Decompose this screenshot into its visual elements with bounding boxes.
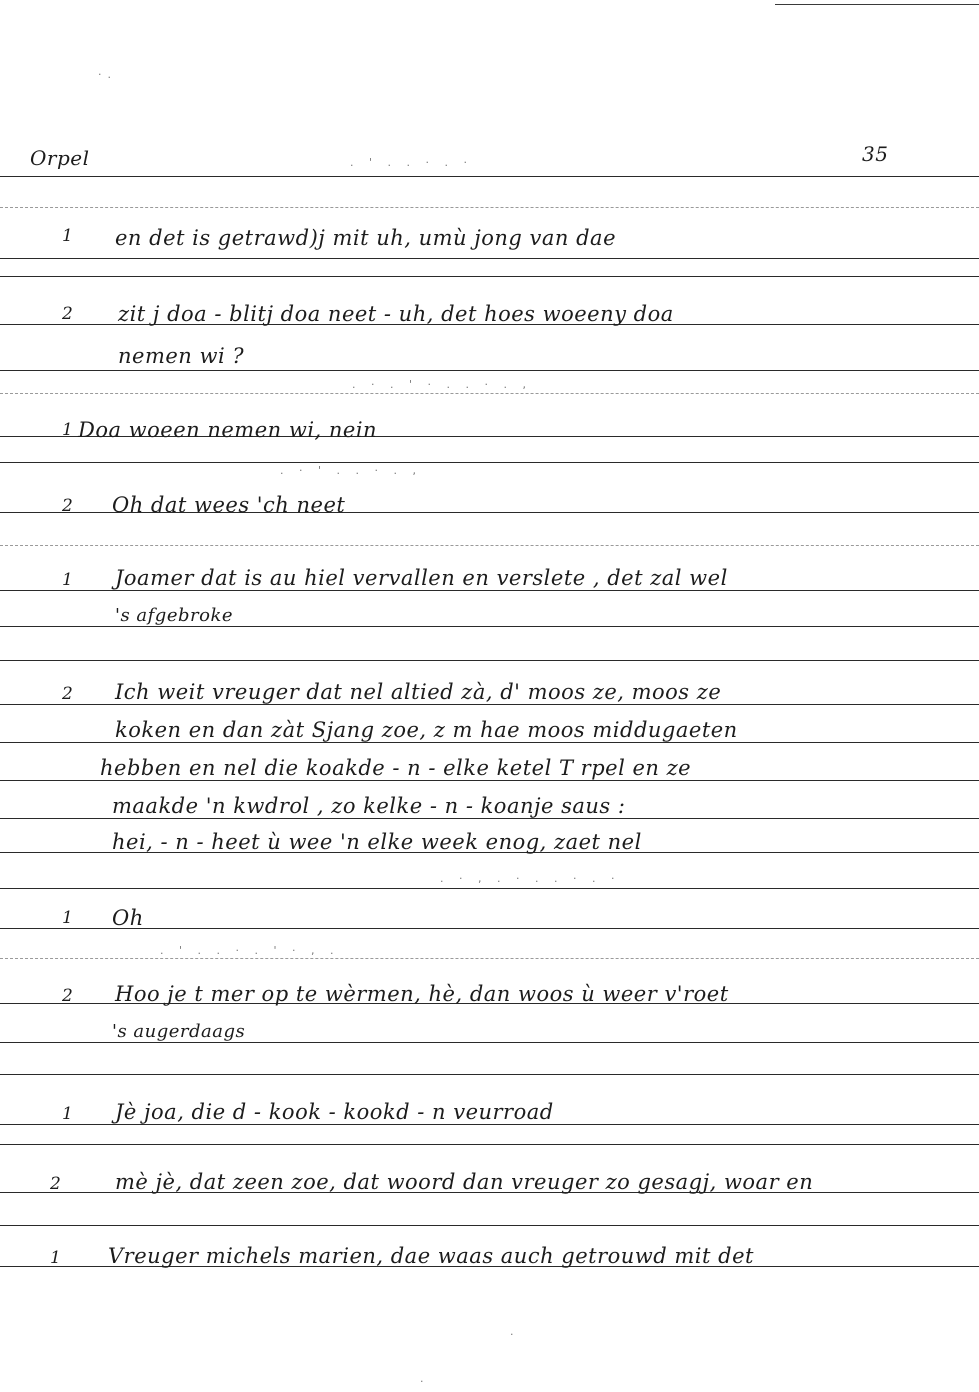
scan-speck: · (510, 1328, 520, 1341)
speaker-number: 2 (50, 1174, 61, 1194)
transcript-line: Oh (112, 906, 144, 930)
transcript-line: mè jè, dat zeen zoe, dat woord dan vreuger zo gesagj, woar en (115, 1170, 814, 1194)
speaker-number: 2 (62, 684, 73, 704)
ruled-line (0, 276, 979, 277)
speaker-number: 2 (62, 304, 73, 324)
transcript-line: Doa woeen nemen wi, nein (78, 418, 378, 442)
ruled-line (0, 1144, 979, 1145)
ruled-line (0, 1074, 979, 1075)
transcript-line: hebben en nel die koakde - n - elke ketel T rpel en ze (100, 756, 692, 780)
ruled-line-faint (0, 207, 979, 208)
ruled-line (0, 258, 979, 259)
ruled-line (0, 818, 979, 819)
page-title: Orpel (30, 146, 90, 170)
transcript-line: maakde 'n kwdrol , zo kelke - n - koanje saus : (112, 794, 626, 818)
transcript-line: 's augerdaags (112, 1021, 246, 1042)
transcript-line: koken en dan zàt Sjang zoe, z m hae moos middugaeten (115, 718, 738, 742)
transcript-line: zit j doa - blitj doa neet - uh, det hoes woeeny doa (118, 302, 674, 326)
ruled-line-faint (0, 393, 979, 394)
scan-noise: . · . ' · . . · . , (352, 378, 532, 391)
transcript-line: 's afgebroke (115, 605, 233, 626)
speaker-number: 2 (62, 496, 73, 516)
ruled-line (0, 928, 979, 929)
transcript-line: Hoo je t mer op te wèrmen, hè, dan woos ù weer v'roet (115, 982, 729, 1006)
scan-noise: . ' . . · . ' · , . (160, 944, 340, 957)
speaker-number: 1 (62, 226, 73, 246)
speaker-number: 1 (62, 570, 73, 590)
speaker-number: 1 (62, 420, 73, 440)
ruled-line-faint (0, 958, 979, 959)
ruled-line (0, 704, 979, 705)
ruled-line (0, 176, 979, 177)
ruled-line-faint (0, 545, 979, 546)
scan-noise: . · ' . . · . , (280, 464, 422, 477)
transcript-line: nemen wi ? (118, 344, 245, 368)
transcript-line: hei, - n - heet ù wee 'n elke week enog, zaet nel (112, 830, 642, 854)
transcript-line: Ich weit vreuger dat nel altied zà, d' moos ze, moos ze (115, 680, 722, 704)
speaker-number: 1 (62, 908, 73, 928)
scan-noise: . · , . · . . · . · (440, 872, 621, 885)
transcript-line: Joamer dat is au hiel vervallen en verslete , det zal wel (115, 566, 728, 590)
ruled-line (0, 888, 979, 889)
speaker-number: 2 (62, 986, 73, 1006)
ruled-line (0, 742, 979, 743)
ruled-line (0, 1225, 979, 1226)
speaker-number: 1 (50, 1248, 61, 1268)
ruled-line (0, 660, 979, 661)
transcript-line: Jè joa, die d - kook - kookd - n veurroad (115, 1100, 554, 1124)
ruled-line (0, 1124, 979, 1125)
scan-speck: . (420, 1372, 430, 1385)
transcript-line: en det is getrawd)j mit uh, umù jong van dae (115, 226, 617, 250)
ruled-line (0, 462, 979, 463)
top-edge-line (775, 4, 979, 5)
speaker-number: 1 (62, 1104, 73, 1124)
transcript-line: Oh dat wees 'ch neet (112, 493, 346, 517)
scan-noise: . ' . . · . · (350, 156, 473, 169)
page-number: 35 (862, 142, 889, 166)
transcript-line: Vreuger michels marien, dae waas auch getrouwd mit det (108, 1244, 754, 1268)
scan-speck: ·. (98, 68, 117, 81)
ruled-line (0, 780, 979, 781)
ruled-line (0, 590, 979, 591)
ruled-line (0, 370, 979, 371)
